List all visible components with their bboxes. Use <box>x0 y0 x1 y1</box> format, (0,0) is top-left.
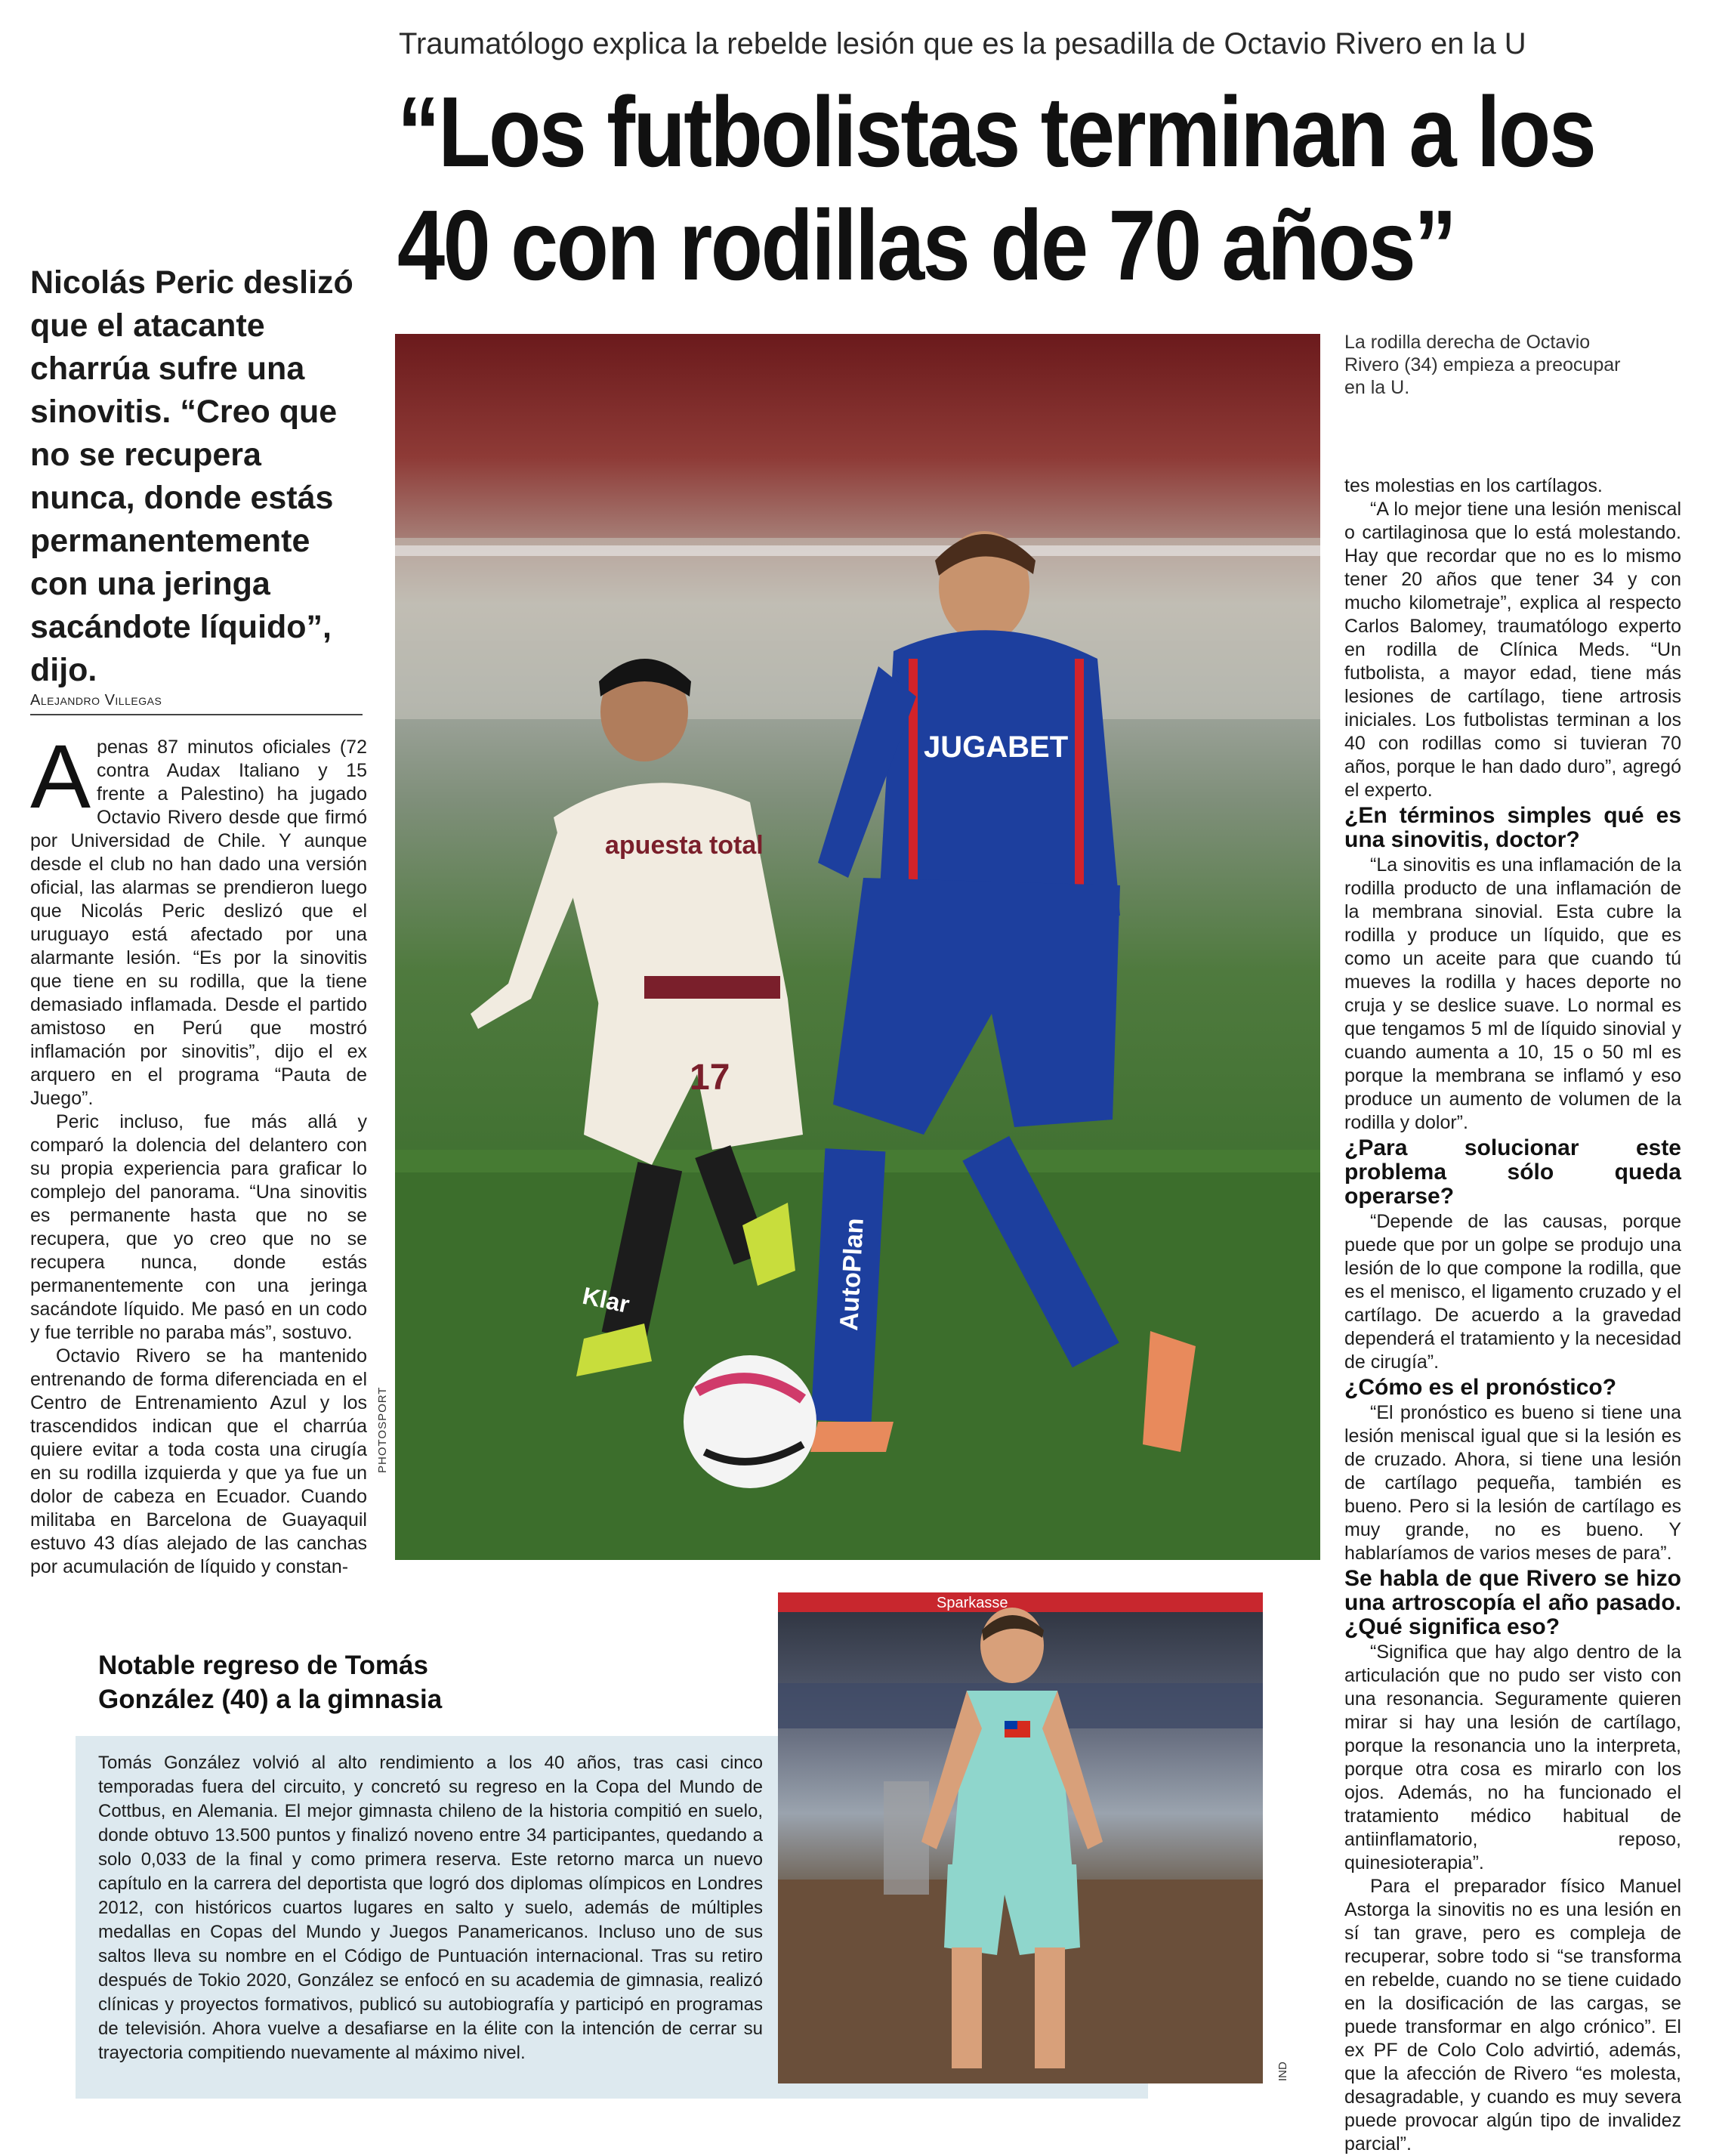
article-headline <box>397 76 1595 302</box>
photo-caption: La rodilla derecha de Octavio Rivero (34) empieza a preocupar en la U. <box>1344 332 1621 398</box>
shorts-number: 17 <box>690 1058 730 1098</box>
headline-line-1: “Los futbolistas terminan a los <box>397 76 1595 187</box>
photo-credit-gym: IND <box>1276 2062 1289 2081</box>
right-paragraph-continuation: tes molestias en los cartílagos. <box>1344 475 1603 496</box>
gymnast-illustration <box>778 1592 1263 2083</box>
sock-brand-left: Klar <box>580 1281 632 1318</box>
paragraph-1 <box>30 726 367 1110</box>
interview-answer-4: “Significa que hay algo dentro de la articulación que no pudo ser visto con una resonancia. Seguramente quieren mirar si hay una lesión de cartílago, porque la resonancia uno la interpreta, porque otra cosa es mirarlo con los ojos. Además, no ha funcionado el tratamiento médico habitual de antiinflamatorio, reposo, quinesioterapia”. <box>1344 1642 1681 1873</box>
paragraph-3: Octavio Rivero se ha mantenido entrenando de forma diferenciada en el Centro de Entrenamiento Azul y los trascendidos indican que el charrúa quiere evitar a toda costa una cirugía en su rodilla izquierda y que ya fue un dolor de cabeza en Ecuador. Cuando militaba en Barcelona de Guayaquil estuvo 43 días alejado de las canchas por acumulación de líquido y constan- <box>30 1345 367 1577</box>
interview-question-1: ¿En términos simples qué es una sinovitis, doctor? <box>1344 803 1681 852</box>
article-kicker: Traumatólogo explica la rebelde lesión que es la pesadilla de Octavio Rivero en la U <box>399 27 1526 60</box>
article-column-left <box>30 726 367 1577</box>
headline-line-2: 40 con rodillas de 70 años” <box>397 190 1455 301</box>
interview-question-3: ¿Cómo es el pronóstico? <box>1344 1375 1617 1400</box>
main-photo <box>395 334 1320 1560</box>
gymnast-photo <box>778 1592 1263 2083</box>
pull-quote: Nicolás Peric deslizó que el atacante charrúa sufre una sinovitis. “Creo que no se recupera nunca, donde estás permanentemente con una jeringa sacándote líquido”, dijo. <box>30 264 353 688</box>
sock-brand-right: AutoPlan <box>835 1217 869 1332</box>
right-paragraph-quote: “A lo mejor tiene una lesión meniscal o cartilaginosa que lo está molestando. Hay que recordar que no es lo mismo tener 20 años que tener 34 y con mucho kilometraje”, explica al respecto Carlos Balomey, traumatólogo experto en rodilla de Clínica Meds. “Un futbolista, a mayor edad, tiene más lesiones de cartílago, tiene artrosis iniciales. Los futbolistas terminan a los 40 con rodillas como si tuvieran 70 años, porque le han dado duro”, agregó el experto. <box>1344 499 1681 801</box>
closing-paragraph: Para el preparador físico Manuel Astorga la sinovitis no es una lesión en sí tan grave, pero es compleja de recuperar, sobre todo si “se transforma en rebelde, cuando no se tiene cuidado en la dosificación de las cargas, se puede transformar en algo crónico”. El ex PF de Colo Colo advirtió, además, que la afección de Rivero “es molesta, desagradable, y cuando es muy severa puede provocar algún tipo de invalidez parcial”. <box>1344 1876 1681 2154</box>
interview-question-4: Se habla de que Rivero se hizo una artroscopía el año pasado. ¿Qué significa eso? <box>1344 1566 1681 1639</box>
jersey-sponsor-blue: JUGABET <box>924 731 1069 764</box>
paragraph-1-text: penas 87 minutos oficiales (72 contra Audax Italiano y 15 frente a Palestino) ha jugado Octavio Rivero desde que firmó por Universidad de Chile. Y aunque desde el club no han dado una versión oficial, las alarmas se prendieron luego que Nicolás Peric deslizó que el uruguayo está afectado por una alarmante lesión. “Es por la sinovitis que tiene en su rodilla, que la tiene demasiado inflamada. Desde el partido amistoso en Perú que mostró inflamación por sinovitis”, dijo el ex arquero en el programa “Pauta de Juego”. <box>30 737 367 1109</box>
byline: Alejandro Villegas <box>30 692 363 715</box>
football <box>684 1355 816 1488</box>
arena-banner: Sparkasse <box>937 1595 1008 1611</box>
interview-question-2: ¿Para solucionar este problema sólo queda operarse? <box>1344 1135 1681 1209</box>
drop-cap: A <box>30 726 91 827</box>
interview-answer-1: “La sinovitis es una inflamación de la rodilla producto de una inflamación de la membrana sinovial. Esta cubre la rodilla y produce un líquido, que es como un aceite para que cuando tú mueves la rodilla y haces deporte no cruja y se deslice suave. Lo normal es que tengamos 5 ml de líquido sinovial y cuando aumenta a 10, 15 o 50 ml es porque la membrana se inflamó y eso produce un aumento de volumen de la rodilla y dolor”. <box>1344 854 1681 1133</box>
photo-credit-main: PHOTOSPORT <box>376 1386 389 1473</box>
jersey-sponsor-cream: apuesta total <box>605 831 764 860</box>
interview-answer-3: “El pronóstico es bueno si tiene una lesión meniscal igual que si la lesión es de cruzado. Ahora, si tiene una lesión de cartílago pequeña, también es bueno. Pero si la lesión de cartílago es muy grande, no es bueno. Y hablaríamos de varios meses de para”. <box>1344 1402 1681 1564</box>
article-column-right <box>1344 474 1681 2154</box>
paragraph-2: Peric incluso, fue más allá y comparó la dolencia del delantero con su propia experiencia para graficar lo complejo del panorama. “Una sinovitis es permanente hasta que no se recupera, que yo creo que no se recupera nunca, donde estás permanentemente con una jeringa sacándote líquido. Me pasó en un codo y fue terrible no paraba más”, sostuvo. <box>30 1111 367 1343</box>
sidebar-body: Tomás González volvió al alto rendimiento a los 40 años, tras casi cinco temporadas fuera del circuito, y concretó su regreso en la Copa del Mundo de Cottbus, en Alemania. El mejor gimnasta chileno de la historia compitió en suelo, donde obtuvo 13.500 puntos y finalizó noveno entre 34 participantes, quedando a solo 0,033 de la final y como primera reserva. Este retorno marca un nuevo capítulo en la carrera del deportista que logró dos diplomas olímpicos en Londres 2012, con históricos cuartos lugares en salto y suelo, además de múltiples medallas en Copas del Mundo y Juegos Panamericanos. Incluso uno de sus saltos lleva su nombre en el Código de Puntuación internacional. Tras su retiro después de Tokio 2020, González se enfocó en su academia de gimnasia, realizó clínicas y proyectos formativos, publicó su autobiografía y participó en programas de televisión. Ahora vuelve a desafiarse en la élite con la intención de cerrar su trayectoria compitiendo nuevamente al máximo nivel. <box>98 1753 763 2063</box>
football-players-illustration <box>395 334 1320 1560</box>
sidebar-title: Notable regreso de Tomás González (40) a la gimnasia <box>98 1651 443 1714</box>
interview-answer-2: “Depende de las causas, porque puede que por un golpe se produjo una lesión de lo que compone la rodilla, que es el menisco, el ligamento cruzado y el cartílago. De acuerdo a la gravedad dependerá el tratamiento y la necesidad de cirugía”. <box>1344 1211 1681 1373</box>
